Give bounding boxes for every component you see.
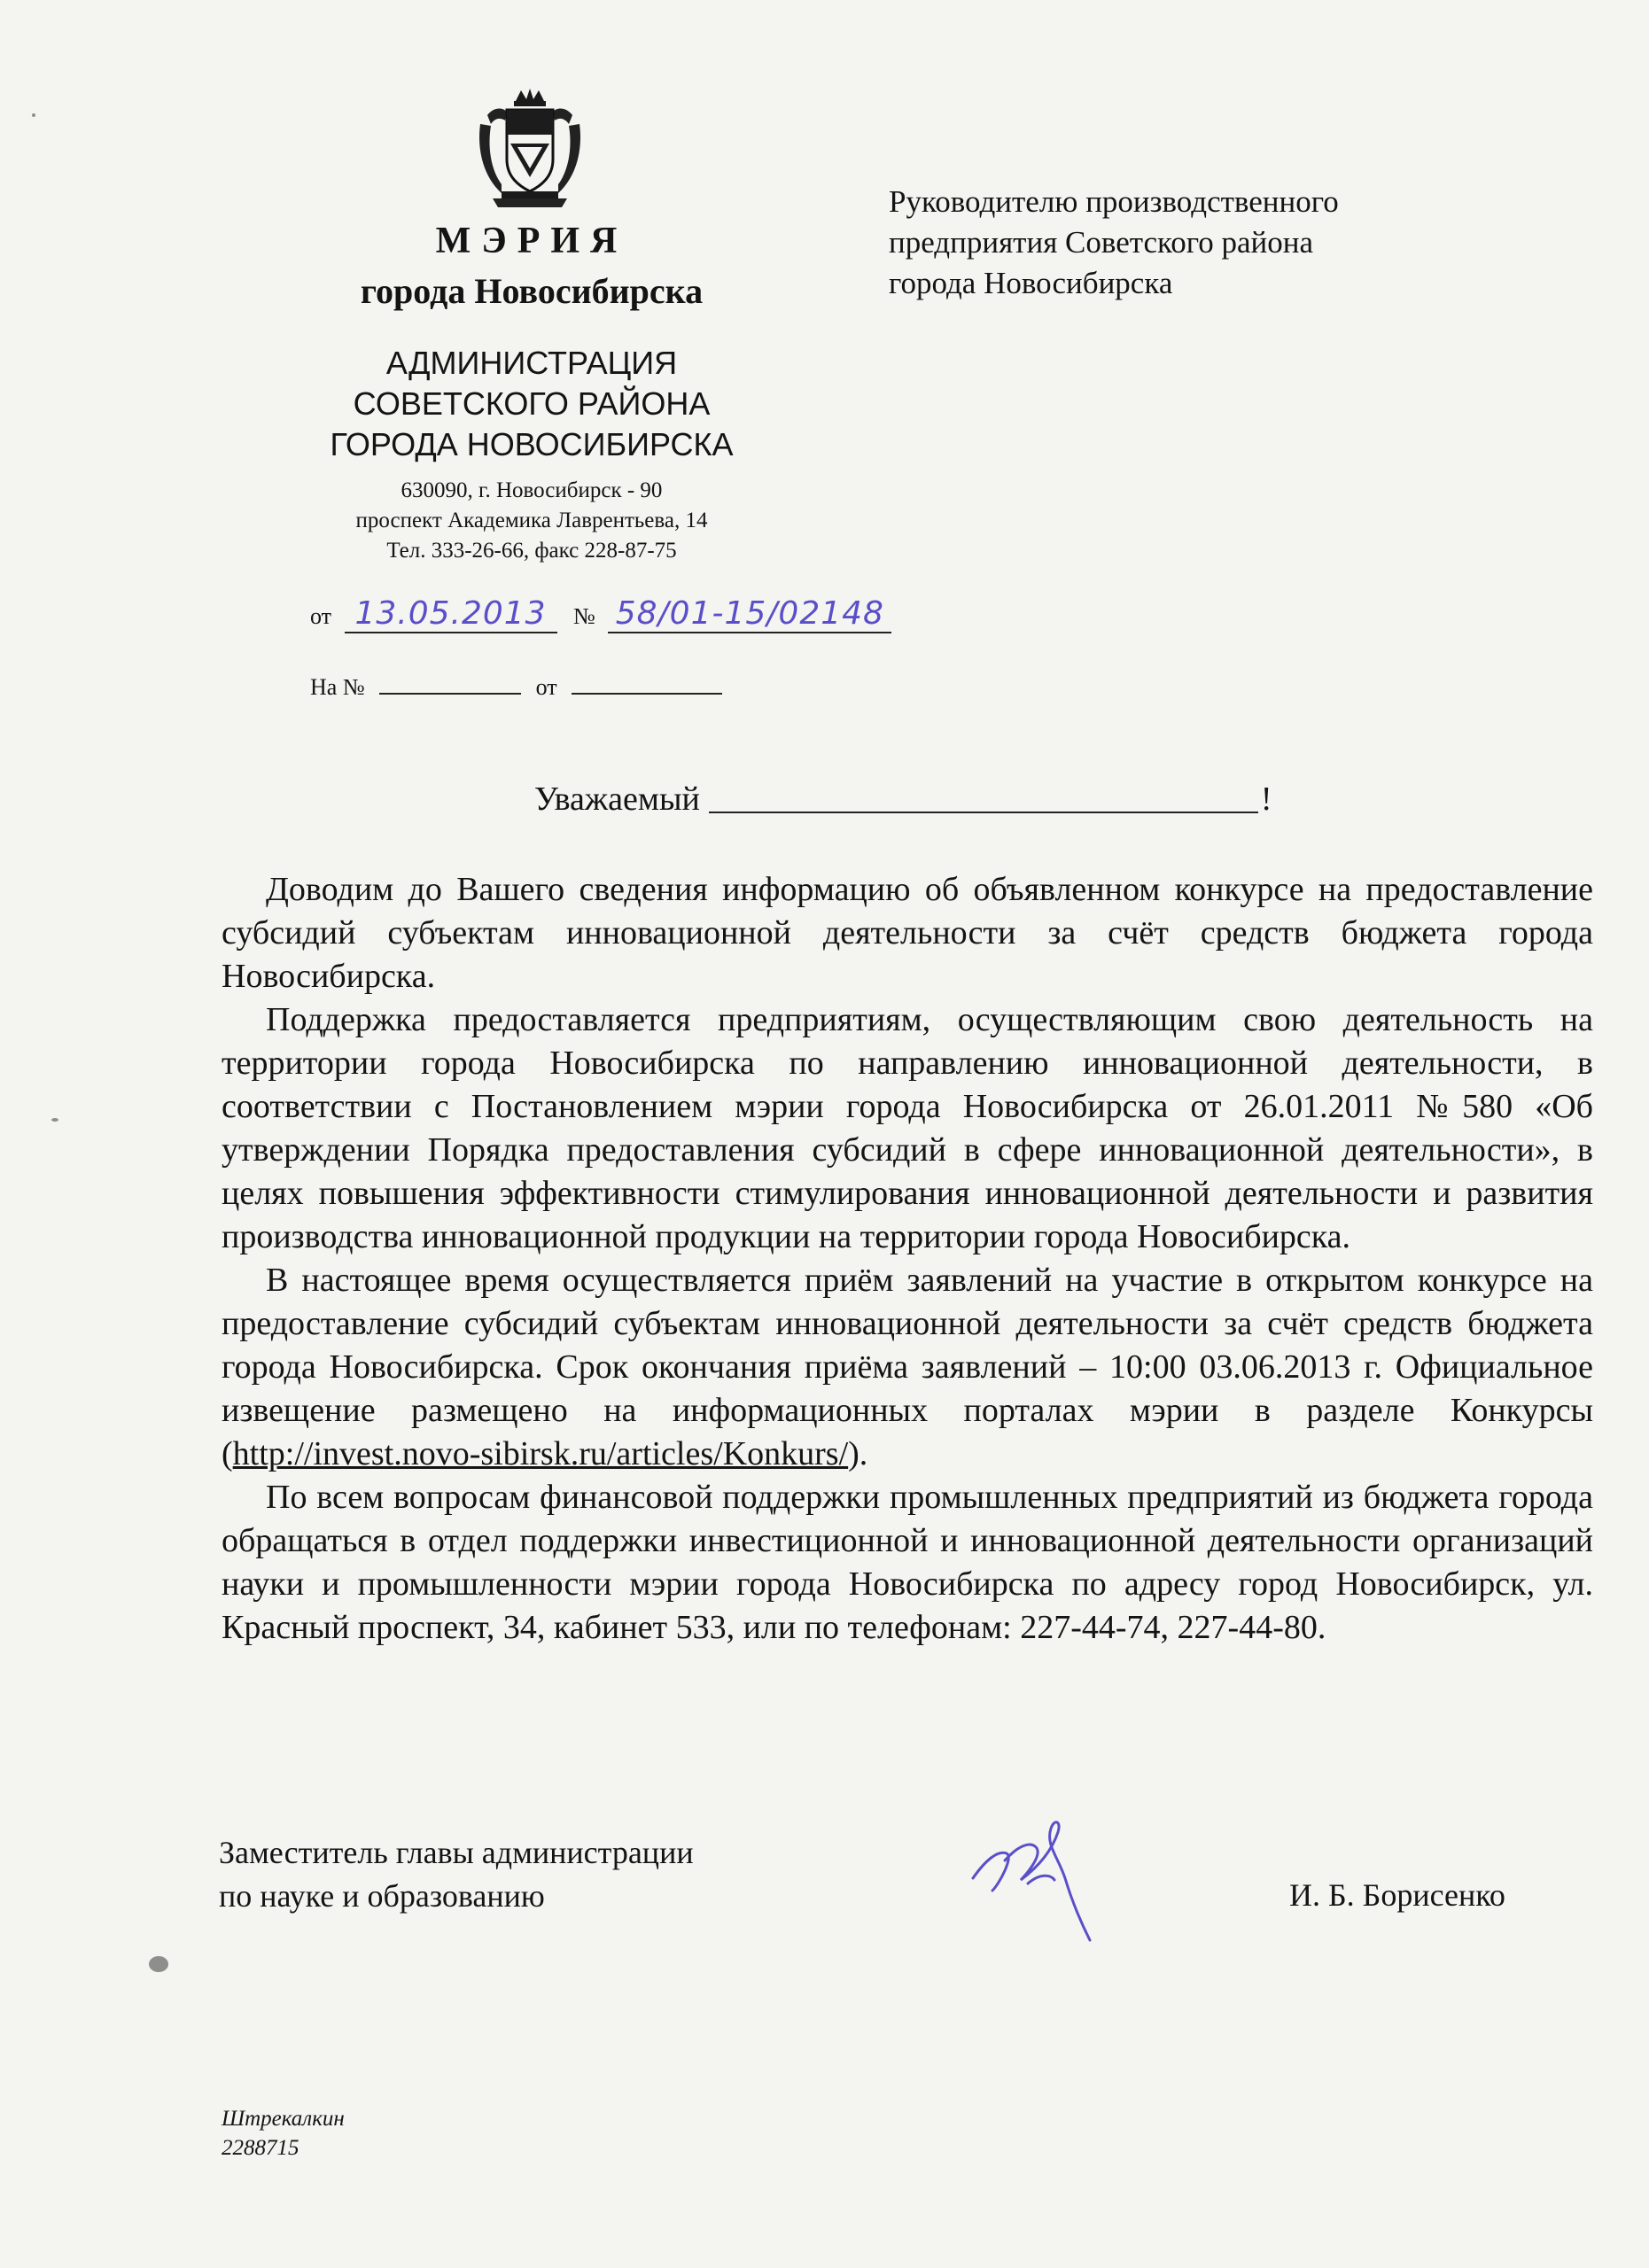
executor-phone: 2288715 [222,2136,299,2160]
handwritten-number: 58/01-15/02148 [608,595,891,633]
reply-number-blank [379,672,521,695]
signatory-role [219,1831,694,1918]
address-line-2: проспект Академика Лаврентьева, 14 [355,509,708,532]
signatory-role-line-2: по науке и образованию [219,1878,545,1914]
date-label: от [310,603,332,629]
scan-speck [32,113,35,117]
phone-line: Тел. 333-26-66, факс 228-87-75 [386,539,677,563]
registration-row [310,595,891,633]
body-paragraph-2: Поддержка предоставляется предприятиям, осуществляющим свою деятельность на территории города Новосибирска по направлению инновационной деятельности, в соответствии с Постановлением мэрии города Новосибирска от 26.01.2011 №580 «Об утверждении Порядка предоставления субсидий в сфере инновационной деятельности», в целях повышения эффективности стимулирования инновационной деятельности и развития производства инновационной продукции на территории города Новосибирска. [222,1001,1593,1255]
body-paragraph-4: По всем вопросам финансовой поддержки промышленных предприятий из бюджета города обращаться в отдел поддержки инвестиционной и инновационной деятельности организаций науки и промышленности мэрии города Новосибирска по адресу город Новосибирск, ул. Красный проспект, 34, кабинет 533, или по телефонам: 227-44-74, 227-44-80. [222,1479,1593,1646]
reply-date-label: от [535,674,557,700]
signatory-role-line-1: Заместитель главы администрации [219,1835,694,1870]
reply-row [310,672,722,701]
org-title: МЭРИЯ [435,221,628,261]
salutation [534,780,1272,819]
salutation-greeting: Уважаемый [534,781,700,818]
admin-line-2: СОВЕТСКОГО РАЙОНА [353,385,711,422]
signatory-name: И. Б. Борисенко [1289,1877,1505,1913]
salutation-name-blank [709,780,1258,813]
number-label: № [573,603,595,629]
handwritten-date: 13.05.2013 [345,595,557,633]
admin-line-1: АДМИНИСТРАЦИЯ [385,345,678,381]
addressee-line-1: Руководителю производственного [889,184,1339,219]
handwritten-signature [966,1798,1116,1949]
addressee-line-3: города Новосибирска [889,266,1173,300]
address-line-1: 630090, г. Новосибирск - 90 [401,478,663,502]
body-paragraph-3 [222,1259,1593,1476]
coat-of-arms-icon [475,89,585,208]
admin-line-3: ГОРОДА НОВОСИБИРСКА [330,426,734,462]
executor-block [222,2104,345,2163]
paragraph-3-end: ). [848,1435,868,1472]
letter-body [222,868,1593,1650]
scan-speck [51,1118,58,1122]
scan-speck [149,1956,168,1972]
body-paragraph-1: Доводим до Вашего сведения информацию об объявленном конкурсе на предоставление субсидий субъектам инновационной деятельности за счёт средств бюджета города Новосибирска. [222,871,1593,995]
paragraph-3-text: В настоящее время осуществляется приём заявлений на участие в открытом конкурсе на предоставление субсидий субъектам инновационной деятельности за счёт средств бюджета города Новосибирска. Срок окончания приёма заявлений – 10:00 03.06.2013 г. Официальное извещение размещено на информационных порталах мэрии в разделе Конкурсы ( [222,1262,1593,1472]
konkurs-link[interactable]: http://invest.novo-sibirsk.ru/articles/Konkurs/ [232,1435,849,1472]
addressee-block [889,182,1527,304]
org-city: города Новосибирска [360,271,704,311]
salutation-end: ! [1260,781,1272,818]
addressee-line-2: предприятия Советского района [889,225,1313,260]
reply-number-label: На № [310,674,365,700]
executor-name: Штрекалкин [222,2107,345,2131]
reply-date-blank [572,672,722,695]
